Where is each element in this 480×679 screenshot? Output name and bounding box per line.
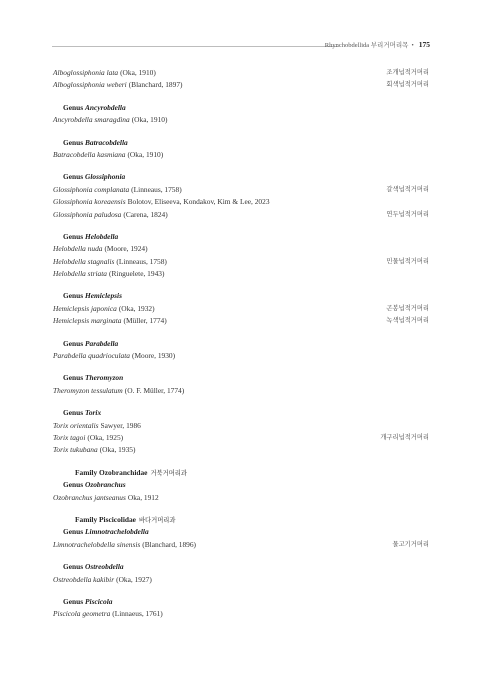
species-row xyxy=(53,385,429,397)
species-author: (Carena, 1824) xyxy=(123,209,168,219)
species-row xyxy=(53,574,429,586)
genus-heading xyxy=(53,561,429,573)
genus-name: Helobdella xyxy=(85,231,119,241)
species-name: Torix tagoi xyxy=(53,432,86,442)
species-author: (Blanchard, 1897) xyxy=(128,80,183,90)
genus-heading xyxy=(53,290,429,302)
species-name: Theromyzon tessulatum xyxy=(53,385,123,395)
genus-name: Torix xyxy=(85,408,102,418)
header-rule xyxy=(52,46,338,47)
species-row xyxy=(53,256,429,268)
species-name: Piscicola geometra xyxy=(53,609,111,619)
genus-name: Limnotrachelobdella xyxy=(85,527,149,537)
species-author: Sawyer, 1986 xyxy=(100,420,141,430)
genus-label: Genus xyxy=(63,373,84,383)
genus-heading xyxy=(53,479,429,491)
species-row xyxy=(53,315,429,327)
taxon-list xyxy=(53,67,429,621)
species-name: Alboglossiphonia lata xyxy=(53,68,119,77)
genus-heading xyxy=(53,137,429,149)
species-name: Torix tukubana xyxy=(53,445,98,455)
genus-heading xyxy=(53,231,429,243)
genus-heading xyxy=(53,338,429,350)
genus-name: Glossiphonia xyxy=(85,172,126,182)
genus-name: Ozobranchus xyxy=(85,480,126,490)
genus-heading xyxy=(53,526,429,538)
species-author: (Oka, 1910) xyxy=(127,149,164,159)
species-name: Alboglossiphonia weberi xyxy=(53,80,127,90)
species-row xyxy=(53,492,429,504)
running-header xyxy=(52,40,430,52)
species-author: (Moore, 1930) xyxy=(131,351,176,361)
genus-name: Theromyzon xyxy=(85,373,124,383)
species-author: (Linneaus, 1758) xyxy=(116,256,167,266)
species-author: (Moore, 1924) xyxy=(104,244,148,254)
species-row xyxy=(53,303,429,315)
korean-name: 회색넙적거머리 xyxy=(386,81,429,89)
family-korean-name: 거북거머리과 xyxy=(150,469,187,477)
genus-label: Genus xyxy=(63,102,84,112)
species-author: (Oka, 1925) xyxy=(87,432,124,442)
species-row xyxy=(53,350,429,362)
species-name: Torix orientalis xyxy=(53,420,99,430)
species-name: Helobdella nuda xyxy=(53,244,103,254)
family-heading xyxy=(53,514,429,526)
genus-name: Ancyrobdella xyxy=(85,102,126,112)
genus-label: Genus xyxy=(63,231,84,241)
species-name: Hemiclepsis marginata xyxy=(53,316,122,326)
species-name: Glossiphonia paludosa xyxy=(53,209,122,219)
korean-name: 민물넙적거머리 xyxy=(386,257,429,265)
korean-name: 개구리넙적거머리 xyxy=(380,433,429,441)
species-row xyxy=(53,149,429,161)
species-name: Ancyrobdella smaragdina xyxy=(53,115,130,125)
species-row xyxy=(53,432,429,444)
species-author: (Müller, 1774) xyxy=(123,316,167,326)
header-text xyxy=(325,40,430,49)
genus-label: Genus xyxy=(63,137,84,147)
species-name: Limnotrachelobdella sinensis xyxy=(53,539,141,549)
header-bullet: • xyxy=(411,42,414,49)
species-name: Helobdella striata xyxy=(53,269,107,279)
genus-heading xyxy=(53,407,429,419)
genus-heading xyxy=(53,596,429,608)
korean-name: 연두넙적거머리 xyxy=(386,210,429,218)
species-row xyxy=(53,243,429,255)
genus-label: Genus xyxy=(63,291,84,301)
species-author: (O. F. Müller, 1774) xyxy=(124,385,185,395)
species-author: (Blanchard, 1896) xyxy=(142,539,197,549)
genus-name: Ostreobdella xyxy=(85,562,124,572)
species-row xyxy=(53,608,429,620)
species-name: Ostreobdella kakibir xyxy=(53,574,115,584)
species-row xyxy=(53,444,429,456)
species-row xyxy=(53,79,429,91)
species-author: (Linneaus, 1758) xyxy=(131,184,182,194)
korean-name: 갈색넙적거머리 xyxy=(386,185,429,193)
species-author: Oka, 1912 xyxy=(127,492,159,502)
genus-name: Piscicola xyxy=(85,596,113,606)
species-name: Hemiclepsis japonica xyxy=(53,303,117,313)
species-name: Batracobdella kasmiana xyxy=(53,149,126,159)
korean-name: 조개넙적거머리 xyxy=(386,69,429,76)
genus-heading xyxy=(53,102,429,114)
species-author: (Ringuelete, 1943) xyxy=(109,269,165,279)
species-name: Glossiphonia complanata xyxy=(53,184,130,194)
genus-label: Genus xyxy=(63,338,84,348)
genus-label: Genus xyxy=(63,527,84,537)
species-author: (Oka, 1932) xyxy=(118,303,155,313)
running-title: Rhynchobdellida 부리거머리목 xyxy=(324,42,409,49)
korean-name: 곤봉넙적거머리 xyxy=(386,304,429,312)
genus-label: Genus xyxy=(63,172,84,182)
species-author: (Oka, 1910) xyxy=(131,115,168,125)
species-row xyxy=(53,420,429,432)
species-author: Bolotov, Eliseeva, Kondakov, Kim & Lee, 2023 xyxy=(127,197,270,207)
species-row xyxy=(53,196,429,208)
species-name: Ozobranchus jantseanus xyxy=(53,492,126,502)
genus-label: Genus xyxy=(63,408,84,418)
genus-name: Batracobdella xyxy=(85,137,128,147)
genus-name: Parabdella xyxy=(85,338,119,348)
species-name: Parabdella quadrioculata xyxy=(53,351,130,361)
korean-name: 물고기거머리 xyxy=(392,540,429,548)
genus-label: Genus xyxy=(63,596,84,606)
species-row xyxy=(53,268,429,280)
species-row xyxy=(53,209,429,221)
species-row xyxy=(53,539,429,551)
species-name: Helobdella stagnalis xyxy=(53,256,115,266)
family-korean-name: 바다거머리과 xyxy=(138,516,176,524)
genus-name: Hemiclepsis xyxy=(85,291,122,301)
species-author: (Linnaeus, 1761) xyxy=(112,609,163,619)
species-author: (Oka, 1910) xyxy=(120,68,156,77)
family-heading xyxy=(53,467,429,479)
genus-heading xyxy=(53,171,429,183)
page-number: 175 xyxy=(418,40,430,49)
genus-heading xyxy=(53,372,429,384)
korean-name: 녹색넙적거머리 xyxy=(386,317,429,325)
family-name: Family Ozobranchidae xyxy=(75,467,148,477)
species-row xyxy=(53,184,429,196)
species-row xyxy=(53,67,429,79)
species-author: (Oka, 1935) xyxy=(99,445,136,455)
species-author: (Oka, 1927) xyxy=(116,574,152,584)
genus-label: Genus xyxy=(63,562,84,572)
species-name: Glossiphonia koreaensis xyxy=(53,197,126,207)
family-name: Family Piscicolidae xyxy=(75,514,136,524)
species-row xyxy=(53,114,429,126)
genus-label: Genus xyxy=(63,480,84,490)
